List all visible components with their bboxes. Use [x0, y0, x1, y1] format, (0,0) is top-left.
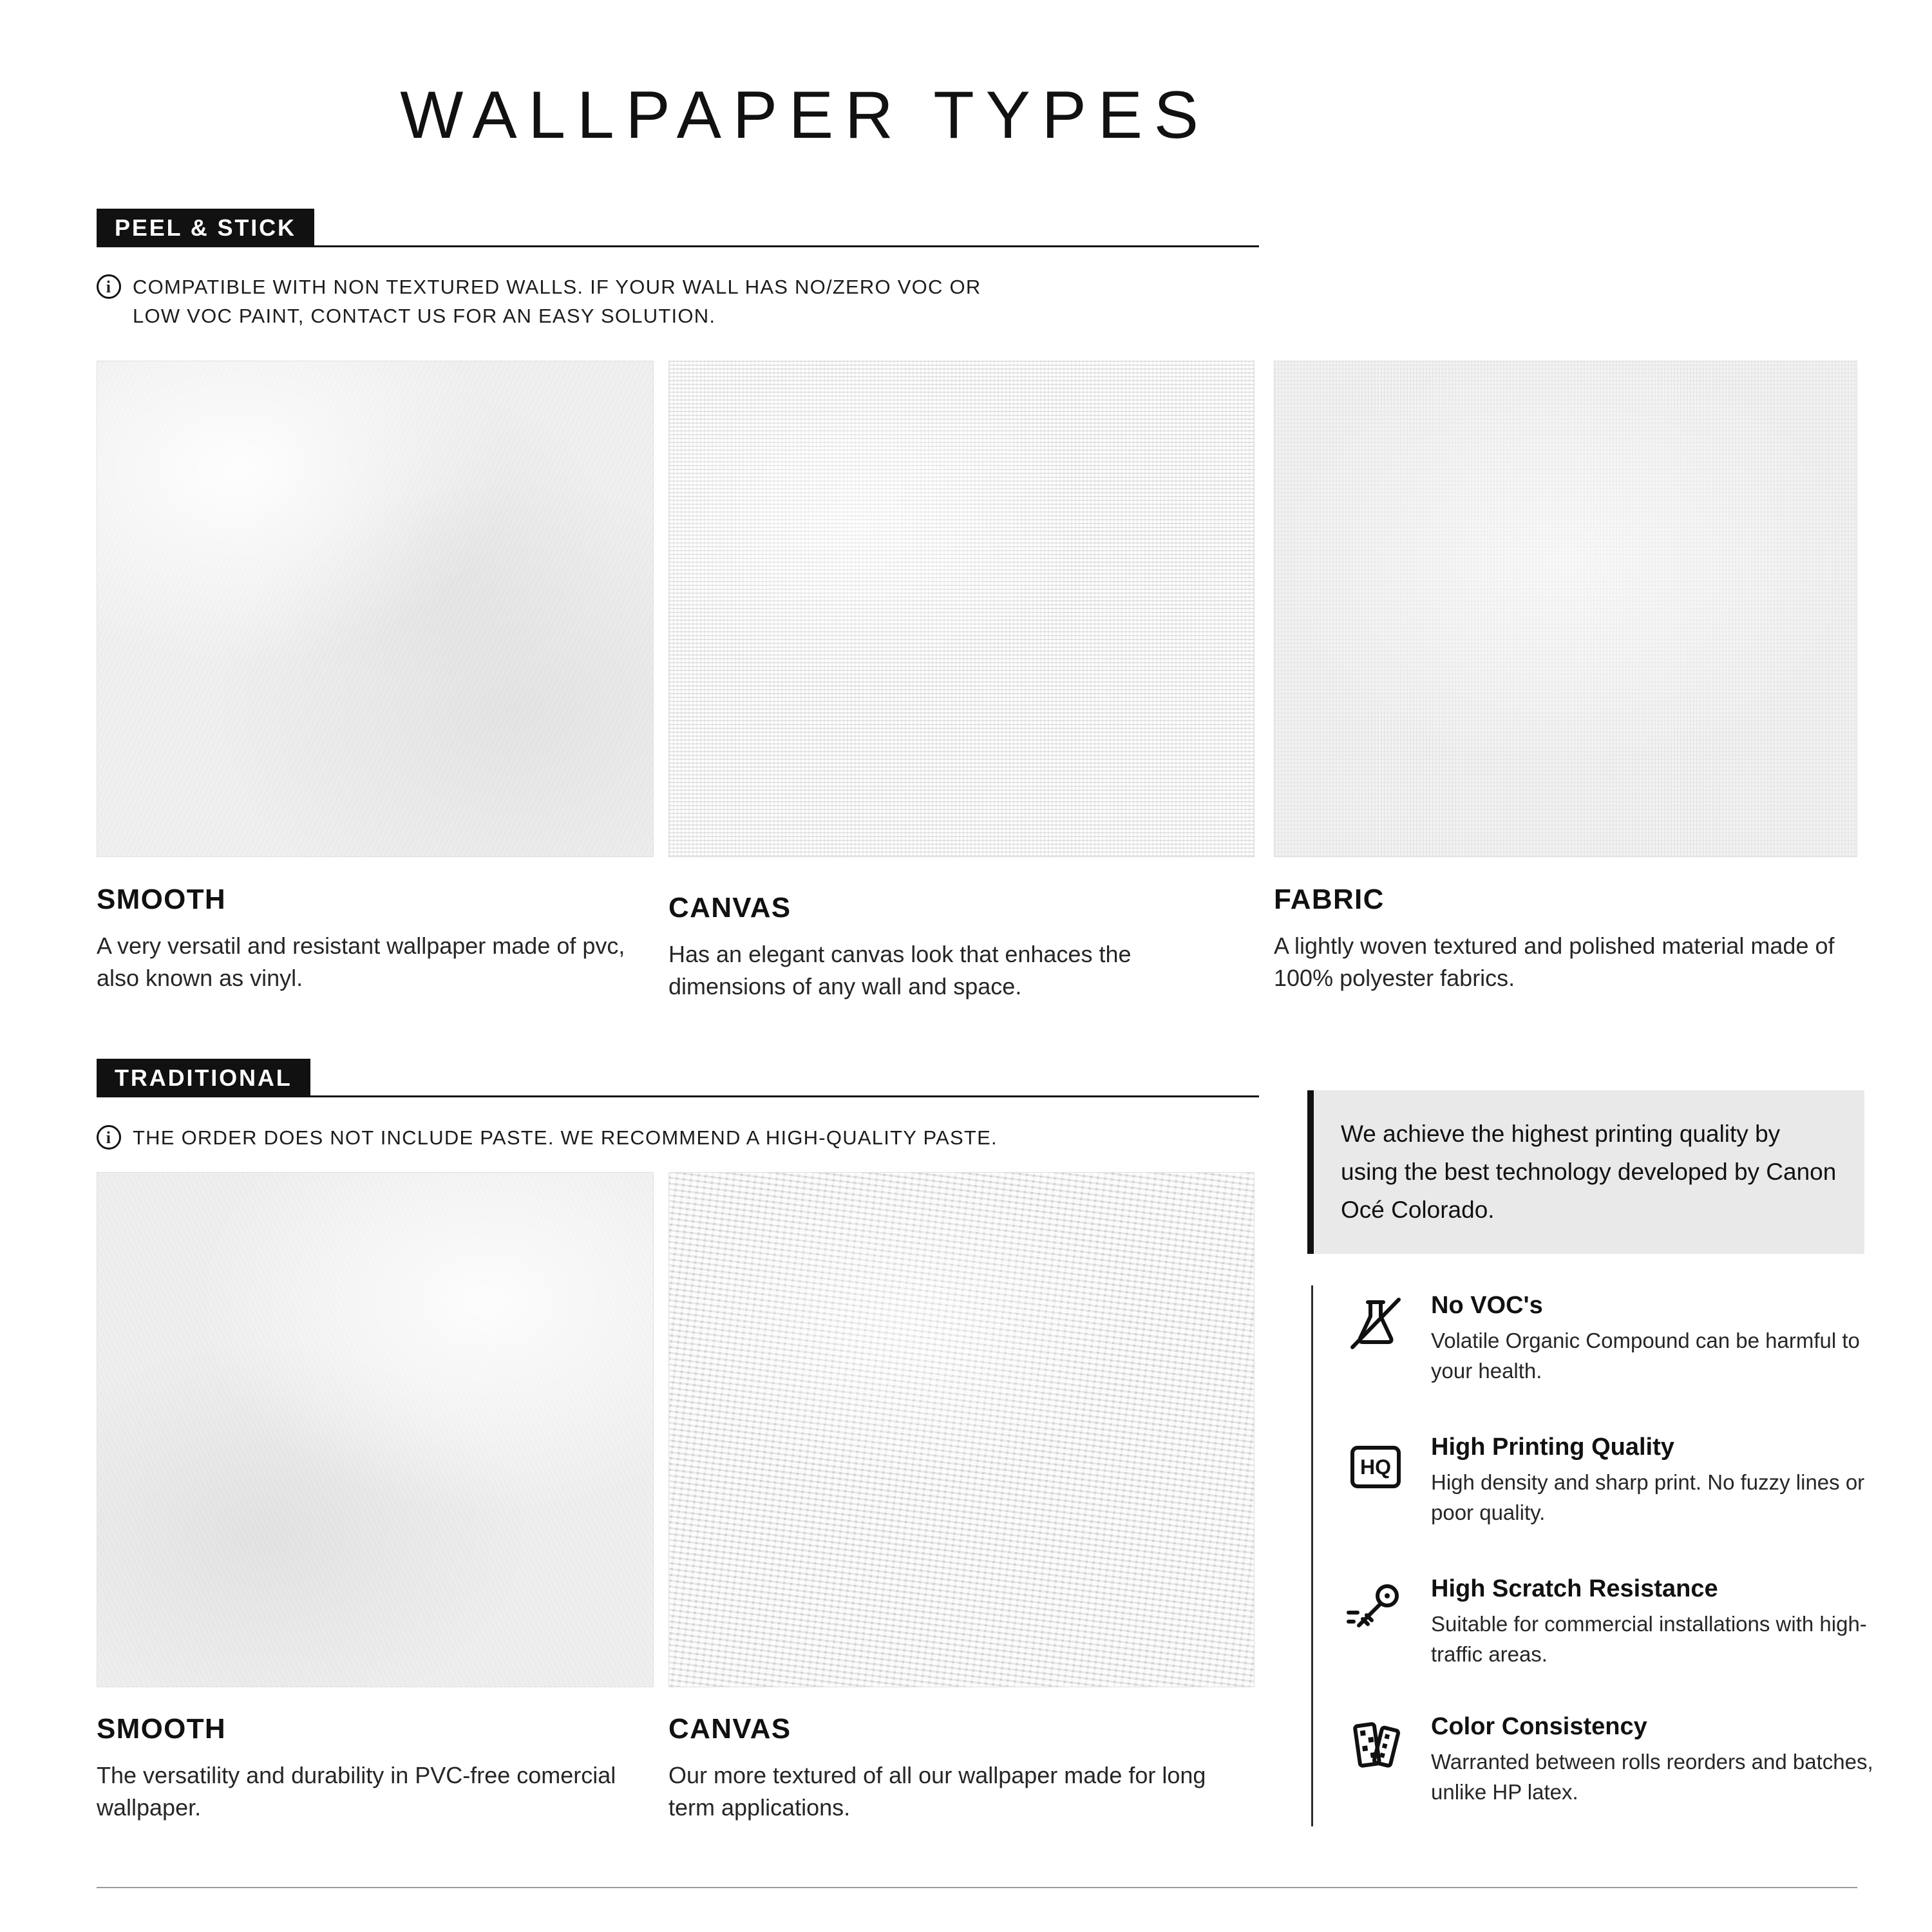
feature-description: Suitable for commercial installations with high-traffic areas.	[1431, 1612, 1867, 1666]
swatch-name: SMOOTH	[97, 1713, 227, 1745]
hq-badge-icon	[1343, 1434, 1408, 1498]
traditional-section-label: TRADITIONAL	[97, 1059, 310, 1097]
feature-high-printing-quality	[1343, 1434, 1897, 1528]
peel-stick-note	[97, 273, 1030, 331]
peel-stick-canvas-swatch	[668, 361, 1255, 857]
swatch-description: A lightly woven textured and polished material made of 100% polyester fabrics.	[1274, 933, 1835, 991]
color-swatchbook-icon	[1343, 1713, 1408, 1777]
traditional-smooth-caption	[97, 1713, 631, 1823]
printing-quality-callout: We achieve the highest printing quality by using the best technology developed by Canon Océ Colorado.	[1307, 1090, 1864, 1254]
swatch-description: Has an elegant canvas look that enhaces the dimensions of any wall and space.	[668, 941, 1132, 999]
swatch-description: Our more textured of all our wallpaper made for long term applications.	[668, 1762, 1206, 1821]
swatch-name: FABRIC	[1274, 884, 1385, 915]
feature-text	[1431, 1292, 1897, 1387]
peel-stick-canvas-caption	[668, 892, 1242, 1002]
feature-description: Volatile Organic Compound can be harmful to your health.	[1431, 1329, 1860, 1383]
swatch-description: The versatility and durability in PVC-free comercial wallpaper.	[97, 1762, 616, 1821]
swatch-name: CANVAS	[668, 892, 791, 923]
traditional-note-text: THE ORDER DOES NOT INCLUDE PASTE. WE RECOMMEND A HIGH-QUALITY PASTE.	[133, 1126, 998, 1149]
info-icon: i	[97, 1125, 121, 1150]
scratch-key-icon	[1343, 1575, 1408, 1640]
feature-no-voc	[1343, 1292, 1897, 1387]
peel-stick-fabric-caption	[1274, 884, 1860, 994]
svg-text:HQ: HQ	[1360, 1455, 1391, 1479]
page-title: WALLPAPER TYPES	[400, 78, 1210, 153]
feature-title: High Scratch Resistance	[1431, 1575, 1718, 1602]
info-icon: i	[97, 274, 121, 299]
traditional-canvas-swatch	[668, 1172, 1255, 1687]
feature-text	[1431, 1434, 1897, 1528]
feature-description: High density and sharp print. No fuzzy lines or poor quality.	[1431, 1470, 1865, 1524]
swatch-name: CANVAS	[668, 1713, 791, 1745]
peel-stick-section-label: PEEL & STICK	[97, 209, 314, 247]
traditional-smooth-swatch	[97, 1172, 654, 1687]
peel-stick-smooth-caption	[97, 884, 631, 994]
bottom-divider	[97, 1887, 1857, 1888]
feature-text	[1431, 1713, 1897, 1808]
traditional-note	[97, 1124, 1159, 1153]
feature-title: Color Consistency	[1431, 1713, 1647, 1740]
feature-title: High Printing Quality	[1431, 1434, 1674, 1461]
swatch-name: SMOOTH	[97, 884, 227, 915]
feature-color-consistency	[1343, 1713, 1897, 1808]
traditional-canvas-caption	[668, 1713, 1242, 1823]
features-divider	[1311, 1285, 1313, 1826]
peel-stick-fabric-swatch	[1274, 361, 1857, 857]
feature-text	[1431, 1575, 1897, 1670]
feature-high-scratch-resistance	[1343, 1575, 1897, 1670]
feature-title: No VOC's	[1431, 1292, 1543, 1319]
swatch-description: A very versatil and resistant wallpaper made of pvc, also known as vinyl.	[97, 933, 625, 991]
feature-description: Warranted between rolls reorders and batches, unlike HP latex.	[1431, 1750, 1873, 1804]
no-voc-icon	[1343, 1292, 1408, 1356]
peel-stick-smooth-swatch	[97, 361, 654, 857]
peel-stick-note-text: COMPATIBLE WITH NON TEXTURED WALLS. IF YOUR WALL HAS NO/ZERO VOC OR LOW VOC PAINT, CONTACT US FOR AN EASY SOLUTION.	[133, 276, 981, 327]
